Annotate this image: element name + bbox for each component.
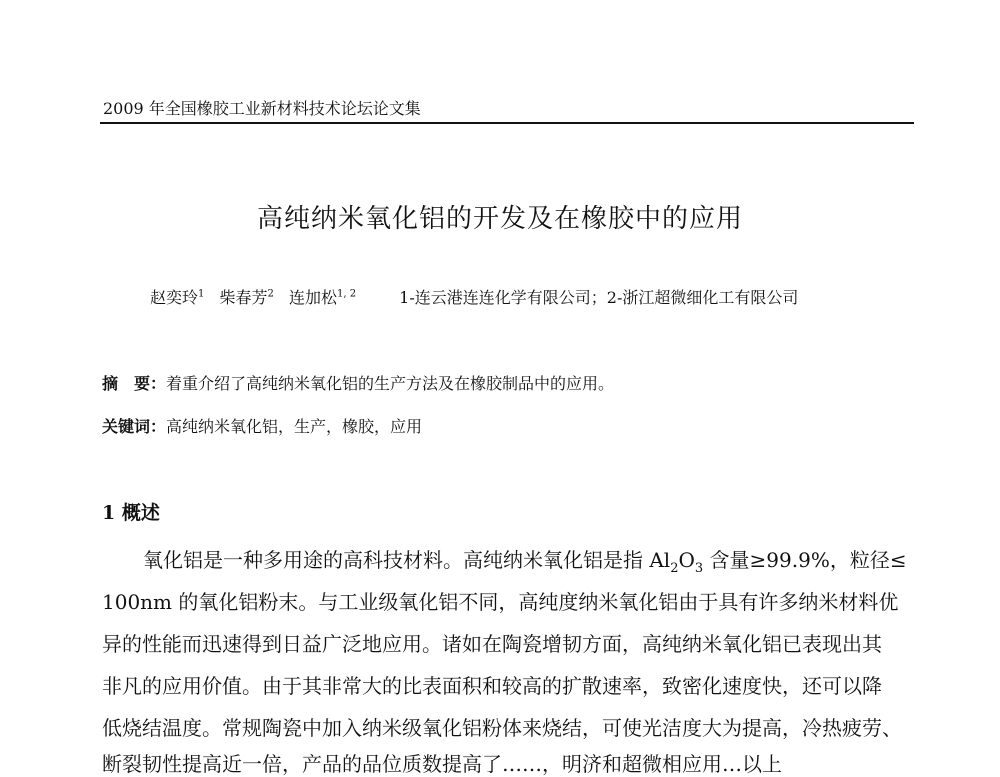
formula-sub-3: 3 — [694, 561, 704, 576]
keywords-text: 高纯纳米氧化铝，生产，橡胶，应用 — [166, 417, 423, 436]
keywords-label: 关键词： — [102, 417, 167, 436]
running-header: 2009 年全国橡胶工业新材料技术论坛论文集 — [103, 99, 421, 118]
body-line-1 — [143, 544, 914, 576]
body-line-6-partial: 断裂韧性提高近一倍，产品的品位质数提高了……，明济和超微相应用…以上 — [102, 752, 782, 776]
author-2 — [219, 288, 273, 307]
author-1-name: 赵奕玲 — [150, 288, 199, 307]
body-line-5: 低烧结温度。常规陶瓷中加入纳米级氧化铝粉体来烧结，可使光洁度大为提高，冷热疲劳、 — [102, 716, 902, 740]
formula-sub-2: 2 — [670, 561, 679, 576]
abstract — [102, 371, 614, 394]
keywords — [102, 414, 422, 437]
author-2-name: 柴春芳 — [219, 288, 268, 307]
author-1 — [150, 288, 204, 307]
body-line-1-pre: 氧化铝是一种多用途的高科技材料。高纯纳米氧化铝是指 Al — [143, 548, 671, 572]
affiliations: 1-连云港连连化学有限公司；2-浙江超微细化工有限公司 — [399, 288, 799, 307]
body-line-3: 异的性能而迅速得到日益广泛地应用。诸如在陶瓷增韧方面，高纯纳米氧化铝已表现出其 — [102, 632, 882, 656]
author-1-affil-mark: 1 — [198, 288, 205, 300]
author-3 — [289, 288, 356, 307]
author-2-affil-mark: 2 — [267, 288, 274, 300]
author-line — [150, 285, 798, 308]
paper-title: 高纯纳米氧化铝的开发及在橡胶中的应用 — [256, 204, 743, 234]
formula-o: O — [678, 548, 695, 572]
body-line-2: 100nm 的氧化铝粉末。与工业级氧化铝不同，高纯度纳米氧化铝由于具有许多纳米材料优 — [102, 590, 899, 614]
body-line-1-post: 含量≥99.9%，粒径≤ — [703, 548, 907, 572]
header-rule — [100, 122, 914, 124]
author-3-name: 连加松 — [288, 288, 337, 307]
abstract-text: 着重介绍了高纯纳米氧化铝的生产方法及在橡胶制品中的应用。 — [166, 374, 615, 393]
body-line-4: 非凡的应用价值。由于其非常大的比表面积和较高的扩散速率，致密化速度快，还可以降 — [102, 674, 882, 698]
section-heading: 1 概述 — [102, 502, 160, 524]
author-3-affil-mark: 1, 2 — [336, 288, 357, 300]
abstract-label: 摘 要： — [102, 374, 167, 393]
